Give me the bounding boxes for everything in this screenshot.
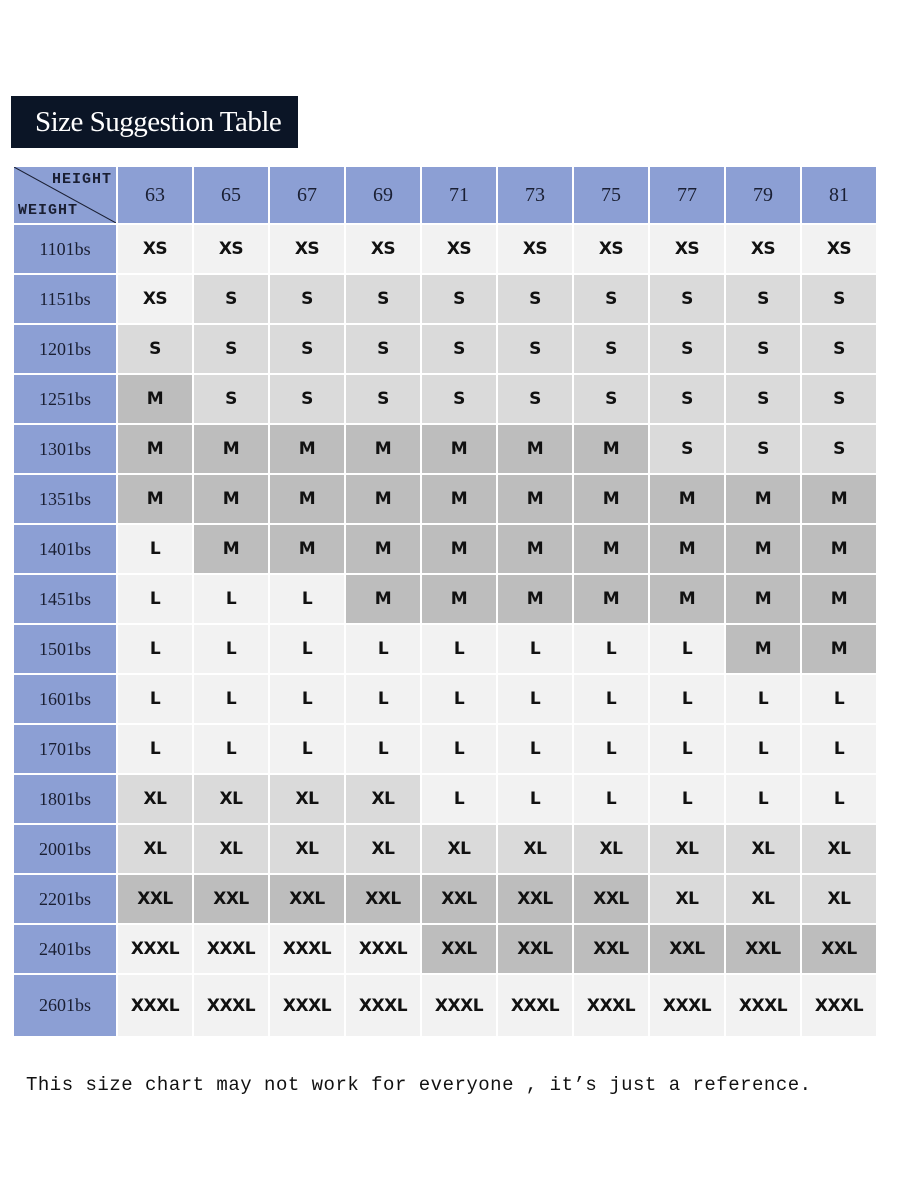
size-cell: M: [802, 575, 876, 623]
size-cell: S: [194, 375, 268, 423]
size-cell: M: [802, 625, 876, 673]
size-cell: XXXL: [270, 925, 344, 973]
weight-row-header: 2201bs: [14, 875, 116, 923]
size-cell: XXL: [802, 925, 876, 973]
size-cell: M: [346, 425, 420, 473]
size-cell: XS: [118, 225, 192, 273]
size-cell: L: [422, 775, 496, 823]
size-cell: M: [346, 575, 420, 623]
size-cell: L: [270, 625, 344, 673]
size-cell: M: [270, 475, 344, 523]
height-header-row: [14, 167, 876, 223]
size-cell: S: [498, 275, 572, 323]
size-cell: XXXL: [650, 975, 724, 1036]
table-row: [14, 525, 876, 573]
weight-row-header: 1151bs: [14, 275, 116, 323]
size-cell: S: [802, 375, 876, 423]
size-cell: L: [346, 625, 420, 673]
size-cell: L: [650, 675, 724, 723]
size-cell: S: [194, 275, 268, 323]
weight-row-header: 1451bs: [14, 575, 116, 623]
weight-row-header: 2601bs: [14, 975, 116, 1036]
height-header: 69: [346, 167, 420, 223]
size-cell: XL: [422, 825, 496, 873]
size-cell: M: [802, 475, 876, 523]
height-header: 75: [574, 167, 648, 223]
size-cell: M: [118, 475, 192, 523]
size-cell: L: [118, 575, 192, 623]
size-cell: M: [574, 575, 648, 623]
size-cell: XL: [118, 775, 192, 823]
size-cell: M: [498, 525, 572, 573]
weight-row-header: 2001bs: [14, 825, 116, 873]
size-cell: XXL: [574, 925, 648, 973]
size-cell: L: [346, 675, 420, 723]
size-cell: S: [574, 375, 648, 423]
table-row: [14, 675, 876, 723]
size-cell: L: [802, 775, 876, 823]
size-cell: XXXL: [270, 975, 344, 1036]
size-cell: M: [726, 625, 800, 673]
size-cell: S: [270, 325, 344, 373]
size-cell: S: [726, 375, 800, 423]
size-cell: L: [574, 625, 648, 673]
size-cell: XXXL: [422, 975, 496, 1036]
weight-row-header: 1501bs: [14, 625, 116, 673]
height-header: 73: [498, 167, 572, 223]
height-header: 65: [194, 167, 268, 223]
size-cell: L: [194, 675, 268, 723]
size-cell: XS: [802, 225, 876, 273]
size-cell: S: [346, 375, 420, 423]
size-cell: S: [802, 425, 876, 473]
size-cell: M: [650, 475, 724, 523]
size-cell: S: [346, 325, 420, 373]
size-cell: S: [802, 275, 876, 323]
size-cell: XXL: [194, 875, 268, 923]
size-cell: L: [574, 675, 648, 723]
weight-row-header: 1801bs: [14, 775, 116, 823]
size-cell: M: [422, 575, 496, 623]
size-cell: L: [650, 725, 724, 773]
size-cell: L: [726, 725, 800, 773]
size-cell: XS: [650, 225, 724, 273]
size-cell: L: [422, 725, 496, 773]
size-cell: XL: [650, 875, 724, 923]
table-title: [11, 96, 298, 148]
size-cell: XL: [346, 825, 420, 873]
size-cell: M: [574, 475, 648, 523]
height-header: 67: [270, 167, 344, 223]
weight-row-header: 1351bs: [14, 475, 116, 523]
corner-cell: [14, 167, 116, 223]
size-cell: L: [726, 775, 800, 823]
size-cell: XXL: [650, 925, 724, 973]
size-cell: XXL: [422, 875, 496, 923]
size-cell: S: [726, 325, 800, 373]
table-row: [14, 275, 876, 323]
size-cell: L: [118, 525, 192, 573]
size-cell: M: [118, 425, 192, 473]
table-row: [14, 425, 876, 473]
weight-row-header: 1601bs: [14, 675, 116, 723]
size-cell: L: [498, 675, 572, 723]
size-cell: L: [118, 675, 192, 723]
size-cell: S: [726, 275, 800, 323]
size-cell: XS: [270, 225, 344, 273]
size-cell: L: [194, 575, 268, 623]
table-row: [14, 825, 876, 873]
size-cell: XXL: [270, 875, 344, 923]
size-cell: XXXL: [194, 925, 268, 973]
size-cell: M: [574, 425, 648, 473]
size-cell: M: [422, 525, 496, 573]
size-cell: M: [574, 525, 648, 573]
size-cell: XL: [726, 825, 800, 873]
size-cell: S: [650, 275, 724, 323]
size-cell: XXXL: [118, 925, 192, 973]
size-cell: L: [802, 675, 876, 723]
table-row: [14, 225, 876, 273]
size-cell: XXXL: [118, 975, 192, 1036]
weight-row-header: 1701bs: [14, 725, 116, 773]
table-row: [14, 575, 876, 623]
table-row: [14, 975, 876, 1036]
size-cell: S: [498, 325, 572, 373]
size-cell: XXL: [346, 875, 420, 923]
size-cell: M: [422, 475, 496, 523]
size-cell: XXXL: [346, 975, 420, 1036]
size-cell: XXXL: [802, 975, 876, 1036]
size-cell: XXXL: [194, 975, 268, 1036]
size-cell: M: [422, 425, 496, 473]
size-cell: XXXL: [498, 975, 572, 1036]
size-cell: S: [726, 425, 800, 473]
size-cell: S: [346, 275, 420, 323]
size-cell: L: [118, 625, 192, 673]
size-cell: M: [346, 525, 420, 573]
table-row: [14, 925, 876, 973]
size-cell: L: [498, 775, 572, 823]
table-row: [14, 875, 876, 923]
size-cell: L: [118, 725, 192, 773]
size-cell: XS: [574, 225, 648, 273]
size-cell: XS: [194, 225, 268, 273]
size-cell: L: [802, 725, 876, 773]
size-cell: M: [802, 525, 876, 573]
size-table: [12, 165, 878, 1038]
height-header: 63: [118, 167, 192, 223]
size-cell: M: [726, 575, 800, 623]
size-cell: M: [726, 475, 800, 523]
size-cell: M: [726, 525, 800, 573]
size-cell: M: [194, 425, 268, 473]
size-cell: S: [118, 325, 192, 373]
size-cell: M: [270, 525, 344, 573]
size-cell: M: [498, 575, 572, 623]
weight-row-header: 1401bs: [14, 525, 116, 573]
height-header: 79: [726, 167, 800, 223]
size-cell: S: [194, 325, 268, 373]
size-cell: XXL: [498, 925, 572, 973]
size-cell: M: [498, 475, 572, 523]
height-header: 77: [650, 167, 724, 223]
size-cell: XXL: [498, 875, 572, 923]
size-cell: XXL: [574, 875, 648, 923]
size-cell: L: [270, 725, 344, 773]
table-row: [14, 475, 876, 523]
disclaimer-note: This size chart may not work for everyone , it’s just a reference.: [26, 1074, 812, 1096]
size-cell: M: [498, 425, 572, 473]
size-cell: M: [346, 475, 420, 523]
size-cell: XL: [194, 825, 268, 873]
weight-row-header: 1301bs: [14, 425, 116, 473]
table-row: [14, 625, 876, 673]
size-cell: M: [270, 425, 344, 473]
size-cell: XL: [726, 875, 800, 923]
size-cell: S: [574, 325, 648, 373]
size-cell: M: [118, 375, 192, 423]
size-cell: L: [650, 625, 724, 673]
size-cell: L: [726, 675, 800, 723]
size-cell: S: [270, 275, 344, 323]
size-cell: L: [574, 775, 648, 823]
height-label: HEIGHT: [51, 171, 112, 188]
size-cell: XL: [346, 775, 420, 823]
size-cell: XL: [574, 825, 648, 873]
size-cell: S: [422, 275, 496, 323]
size-cell: S: [270, 375, 344, 423]
size-cell: L: [422, 675, 496, 723]
table-title-text: Size Suggestion Table: [35, 105, 282, 138]
size-cell: M: [650, 525, 724, 573]
size-cell: L: [270, 575, 344, 623]
size-cell: XL: [650, 825, 724, 873]
size-cell: L: [194, 725, 268, 773]
size-cell: XXXL: [574, 975, 648, 1036]
size-cell: S: [650, 425, 724, 473]
table-row: [14, 325, 876, 373]
size-cell: L: [498, 725, 572, 773]
size-cell: S: [422, 325, 496, 373]
size-cell: XL: [498, 825, 572, 873]
size-cell: L: [650, 775, 724, 823]
size-cell: L: [346, 725, 420, 773]
size-cell: XL: [194, 775, 268, 823]
size-cell: M: [650, 575, 724, 623]
size-cell: S: [802, 325, 876, 373]
height-header: 71: [422, 167, 496, 223]
size-cell: S: [422, 375, 496, 423]
size-cell: XXXL: [726, 975, 800, 1036]
size-cell: XS: [346, 225, 420, 273]
size-cell: XL: [802, 825, 876, 873]
weight-row-header: 1251bs: [14, 375, 116, 423]
size-cell: XS: [422, 225, 496, 273]
height-header: 81: [802, 167, 876, 223]
size-cell: L: [574, 725, 648, 773]
weight-row-header: 2401bs: [14, 925, 116, 973]
size-cell: XXXL: [346, 925, 420, 973]
table-row: [14, 375, 876, 423]
size-cell: XL: [118, 825, 192, 873]
size-cell: XS: [726, 225, 800, 273]
size-cell: S: [650, 325, 724, 373]
size-cell: M: [194, 475, 268, 523]
size-table-body: [14, 225, 876, 1036]
size-cell: XS: [498, 225, 572, 273]
size-cell: XL: [270, 775, 344, 823]
weight-label: WEIGHT: [18, 202, 79, 219]
size-cell: S: [498, 375, 572, 423]
table-row: [14, 725, 876, 773]
size-cell: L: [270, 675, 344, 723]
size-cell: L: [498, 625, 572, 673]
weight-row-header: 1201bs: [14, 325, 116, 373]
size-cell: XS: [118, 275, 192, 323]
size-cell: XXL: [422, 925, 496, 973]
size-cell: XXL: [726, 925, 800, 973]
size-cell: XL: [802, 875, 876, 923]
size-cell: L: [194, 625, 268, 673]
size-cell: L: [422, 625, 496, 673]
size-cell: M: [194, 525, 268, 573]
size-cell: XXL: [118, 875, 192, 923]
table-row: [14, 775, 876, 823]
weight-row-header: 1101bs: [14, 225, 116, 273]
size-cell: XL: [270, 825, 344, 873]
size-cell: S: [650, 375, 724, 423]
size-cell: S: [574, 275, 648, 323]
